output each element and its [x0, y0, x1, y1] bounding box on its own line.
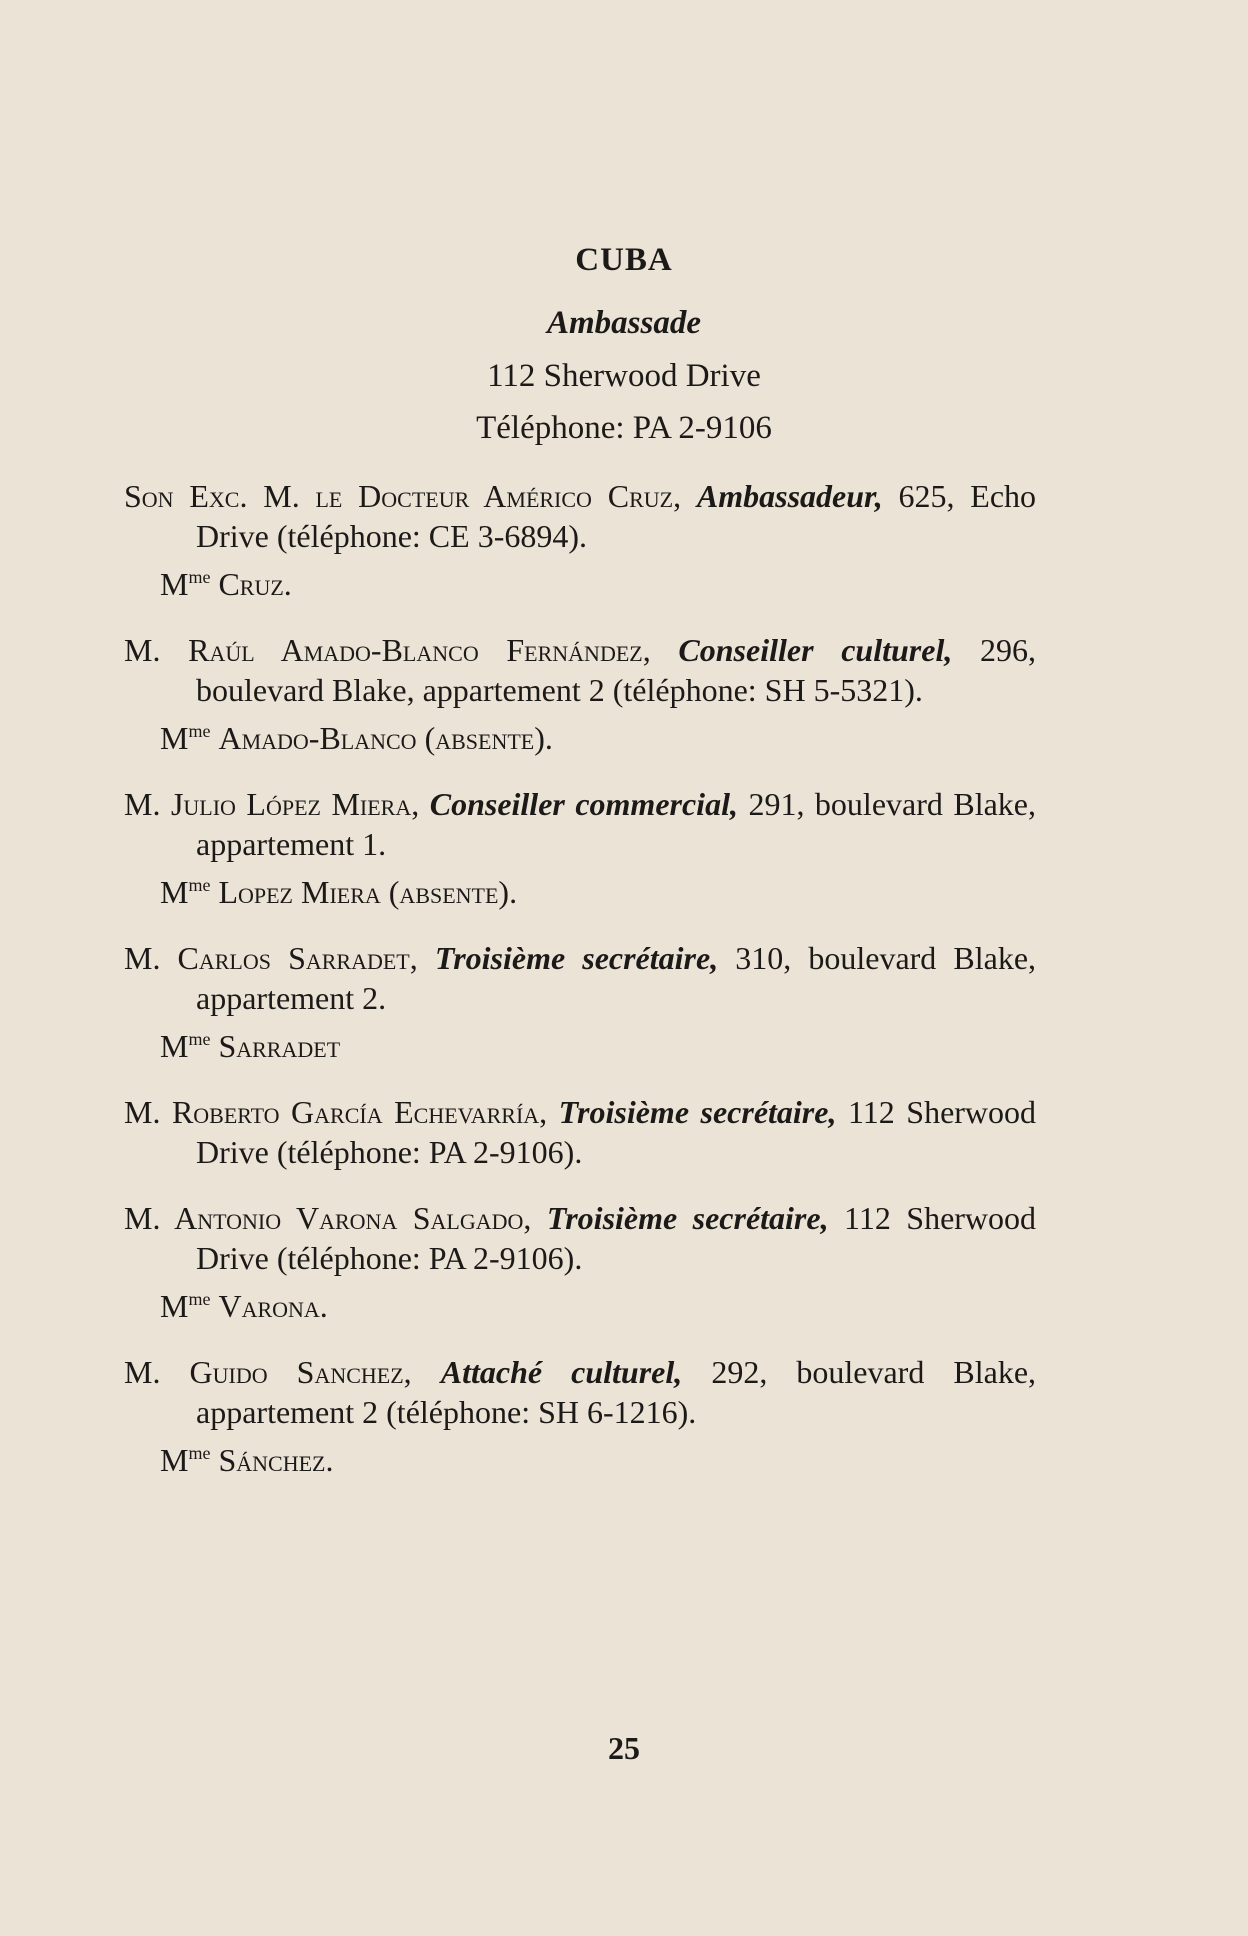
entry-text [124, 1092, 1036, 1172]
diplomat-entry [124, 630, 1036, 758]
entry-text [124, 1352, 1036, 1432]
diplomat-address: 112 Sherwood Drive (téléphone: PA 2-9106). [196, 1200, 1037, 1276]
spouse-line: $M^{me}$ Lopez Miera (absente). [160, 874, 518, 910]
diplomat-name: M. Carlos Sarradet, [124, 940, 418, 976]
spouse-line: $M^{me}$ Amado-Blanco (absente). [160, 720, 553, 756]
diplomat-address: 112 Sherwood Drive (téléphone: PA 2-9106). [196, 1094, 1037, 1170]
diplomat-name: M. Antonio Varona Salgado, [124, 1200, 532, 1236]
diplomat-name: M. Roberto García Echevarría, [124, 1094, 548, 1130]
diplomat-name: Son Exc. M. le Docteur Américo Cruz, [124, 478, 682, 514]
spouse-line: $M^{me}$ Sánchez. [160, 1442, 334, 1478]
spouse-name: Sánchez. [218, 1442, 334, 1478]
embassy-telephone: Téléphone: PA 2-9106 [476, 410, 772, 446]
diplomat-entry [124, 476, 1036, 604]
spouse-line: $M^{me}$ Varona. [160, 1288, 328, 1324]
page-number: 25 [608, 1730, 640, 1766]
diplomat-entry [124, 938, 1036, 1066]
entry-text [124, 476, 1036, 556]
diplomat-entry [124, 1352, 1036, 1480]
spouse-name: Varona. [218, 1288, 328, 1324]
entry-text [124, 1198, 1036, 1278]
embassy-subheading: Ambassade [546, 305, 701, 341]
diplomat-name: M. Julio López Miera, [124, 786, 420, 822]
diplomat-role: Troisième secrétaire, [558, 1094, 837, 1130]
diplomat-name: M. Raúl Amado-Blanco Fernández, [124, 632, 651, 668]
country-heading: CUBA [575, 242, 673, 278]
diplomat-role: Attaché culturel, [440, 1354, 683, 1390]
diplomat-name: M. Guido Sanchez, [124, 1354, 412, 1390]
diplomat-role: Conseiller commercial, [429, 786, 738, 822]
diplomat-list [124, 476, 1036, 1506]
entry-text [124, 784, 1036, 864]
entry-text [124, 630, 1036, 710]
entry-text [124, 938, 1036, 1018]
spouse-name: Lopez Miera (absente). [218, 874, 518, 910]
diplomat-address: 310, boulevard Blake, appartement 2. [196, 940, 1037, 1016]
diplomat-role: Troisième secrétaire, [434, 940, 719, 976]
diplomat-address: 292, boulevard Blake, appartement 2 (téléphone: SH 6-1216). [196, 1354, 1037, 1430]
spouse-name: Amado-Blanco (absente). [218, 720, 553, 756]
diplomat-address: 291, boulevard Blake, appartement 1. [196, 786, 1036, 862]
diplomat-entry [124, 1198, 1036, 1326]
diplomat-entry [124, 1092, 1036, 1172]
spouse-line: $M^{me}$ Cruz. [160, 566, 292, 602]
embassy-address: 112 Sherwood Drive [487, 358, 761, 394]
diplomat-role: Troisième secrétaire, [546, 1200, 829, 1236]
spouse-name: Sarradet [218, 1028, 341, 1064]
diplomat-role: Ambassadeur, [696, 478, 883, 514]
diplomat-role: Conseiller culturel, [678, 632, 953, 668]
diplomat-address: 625, Echo Drive (téléphone: CE 3-6894). [196, 478, 1037, 554]
spouse-name: Cruz. [218, 566, 292, 602]
diplomat-address: 296, boulevard Blake, appartement 2 (téléphone: SH 5-5321). [196, 632, 1037, 708]
diplomat-entry [124, 784, 1036, 912]
spouse-line: $M^{me}$ Sarradet [160, 1028, 341, 1064]
